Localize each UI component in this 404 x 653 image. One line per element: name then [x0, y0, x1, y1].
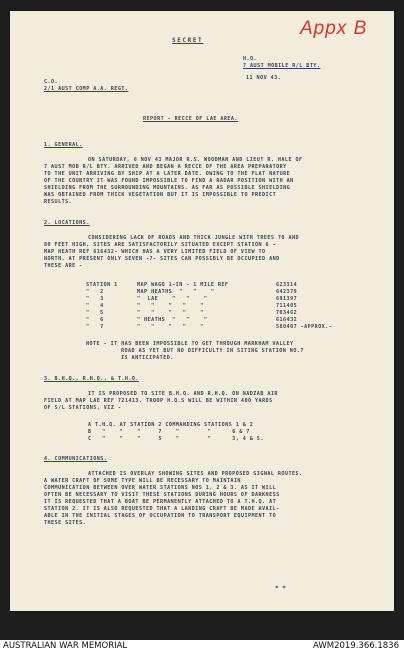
station-map: " " " " " — [137, 324, 204, 330]
section-hq-heading: 3. B.H.Q., R.H.Q., & T.H.Q. — [44, 376, 139, 382]
report-title: REPORT - RECCE OF LAE AREA. — [143, 116, 238, 122]
station-number: " 2 — [86, 289, 104, 295]
station-ref: 616432 — [276, 317, 298, 323]
hq-line: FIELD AT MAP LAE REF 721413. TROOP H.Q.S WILL BE WITHIN 400 YARDS — [44, 398, 273, 404]
station-ref: 623314 — [276, 282, 298, 288]
page-marker: * * — [275, 585, 286, 592]
communications-line: COMMUNICATION BETWEEN OVER WATER STATIONS NOS 1, 2 & 3. AS IT WILL — [44, 485, 277, 491]
general-line: ON SATURDAY, 6 NOV 43 MAJOR R.S. WOODMAN AND LIEUT R. HALE OF — [88, 157, 303, 163]
station-number: " 5 — [86, 310, 104, 316]
hq-line: OF S/L STATIONS, VIZ - — [44, 405, 122, 411]
troop-hq-row: B " " " 7 " " 6 & 7 — [88, 429, 250, 435]
classification-heading: SECRET — [172, 37, 204, 44]
locations-note: NOTE - IT HAS BEEN IMPOSSIBLE TO GET THROUGH MARKHAM VALLEY — [86, 341, 294, 347]
from-line-1: H.Q. — [243, 56, 258, 62]
station-map: MAP WAGO 1-IN - 1 MILE REF — [137, 282, 229, 288]
to-line-1: C.O. — [44, 79, 59, 85]
station-number: " 4 — [86, 303, 104, 309]
section-locations-heading: 2. LOCATIONS. — [44, 220, 90, 226]
locations-line: MAP HEATH REF 616432- WHICH HAS A VERY LIMITED FIELD OF VIEW TO — [44, 249, 266, 255]
station-ref: 642379 — [276, 289, 298, 295]
footer-accession-number: AWM2019.366.1836 — [313, 641, 399, 651]
troop-hq-row: C " " " 5 " " 3, 4 & 5. — [88, 436, 264, 442]
general-line: RESULTS. — [44, 199, 73, 205]
station-map: " " " " " — [137, 303, 204, 309]
communications-line: ABLE IN THE INITIAL STAGES OF OCCUPATION TO TRANSPORT EQUIPMENT TO — [44, 513, 277, 519]
section-general-heading: 1. GENERAL. — [44, 142, 83, 148]
from-unit: 7 AUST MOBILE R/L BTY. — [243, 63, 321, 69]
station-ref: 691397 — [276, 296, 298, 302]
footer-source: AUSTRALIAN WAR MEMORIAL — [3, 641, 128, 651]
station-number: " 7 — [86, 324, 104, 330]
station-map: " LAE " " " — [137, 296, 208, 302]
handwritten-appendix-mark: Appx B — [300, 18, 368, 39]
locations-note: ROAD AS YET BUT NO DIFFICULTY IN SITING STATION NO.7 — [121, 348, 304, 354]
locations-line: CONSIDERING LACK OF ROADS AND THICK JUNGLE WITH TREES 70 AND — [88, 235, 300, 241]
communications-line: STATION 2. IT IS ALSO REQUESTED THAT A LANDING CRAFT BE MADE AVAIL- — [44, 506, 280, 512]
footer-bar — [0, 640, 404, 653]
locations-line: THESE ARE - — [44, 263, 83, 269]
section-communications-heading: 4. COMMUNICATIONS. — [44, 456, 108, 462]
station-map: MAP HEATHS " " " — [137, 289, 215, 295]
locations-line: NORTH. AT PRESENT ONLY SEVEN -7- SITES CAN POSSIBLY BE OCCUPIED AND — [44, 256, 280, 262]
locations-note: IS ANTICIPATED. — [121, 355, 174, 361]
troop-hq-row: A T.H.Q. AT STATION 2 COMMANDING STATIONS 1 & 2 — [88, 422, 254, 428]
hq-line: IT IS PROPOSED TO SITE B.H.Q. AND R.H.Q. ON NADZAB AIR — [88, 391, 278, 397]
communications-line: ATTACHED IS OVERLAY SHOWING SITES AND PROPOSED SIGNAL ROUTES. — [88, 471, 303, 477]
communications-line: A WATER CRAFT OF SOME TYPE WILL BE NECESSARY TO MAINTAIN — [44, 478, 241, 484]
to-unit: 2/1 AUST COMP A.A. REGT. — [44, 86, 129, 92]
station-ref: 580407 -APPROX.- — [276, 324, 333, 330]
general-line: WAS OBTAINED FROM THICK VEGETATION BUT IT IS IMPOSSIBLE TO PREDICT — [44, 192, 277, 198]
locations-line: 80 FEET HIGH, SITES ARE SATISFACTORILY SITUATED EXCEPT STATION 6 - — [44, 242, 277, 248]
station-ref: 703462 — [276, 310, 298, 316]
general-line: TO THE UNIT ARRIVING BY SHIP AT A LATER DATE. OWING TO THE FLAT NATURE — [44, 171, 291, 177]
station-map: " HEATHS " " " — [137, 317, 208, 323]
station-number: " 6 — [86, 317, 104, 323]
communications-line: OFTEN BE NECESSARY TO VISIT THESE STATIONS DURING HOURS OF DARKNESS — [44, 492, 280, 498]
general-line: OF THE COUNTRY IT WAS FOUND IMPOSSIBLE TO FIND A RADAR POSITION WITH AN — [44, 178, 294, 184]
communications-line: IT IS REQUESTED THAT A BOAT BE PERMANENTLY ATTACHED TO A T.H.Q. AT — [44, 499, 277, 505]
station-number: " 3 — [86, 296, 104, 302]
station-ref: 711405 — [276, 303, 298, 309]
general-line: SHIELDING FROM THE SURROUNDING MOUNTAINS. AS FAR AS POSSIBLE SHIELDING — [44, 185, 291, 191]
general-line: 7 AUST MOB R/L BTY. ARRIVED AND BEGAN A RECCE OF THE AREA PREPARATORY — [44, 164, 287, 170]
document-date: 11 NOV 43. — [246, 75, 282, 81]
station-number: STATION 1 — [86, 282, 118, 288]
station-map: " " " " " — [137, 310, 204, 316]
communications-line: THESE SITES. — [44, 520, 87, 526]
